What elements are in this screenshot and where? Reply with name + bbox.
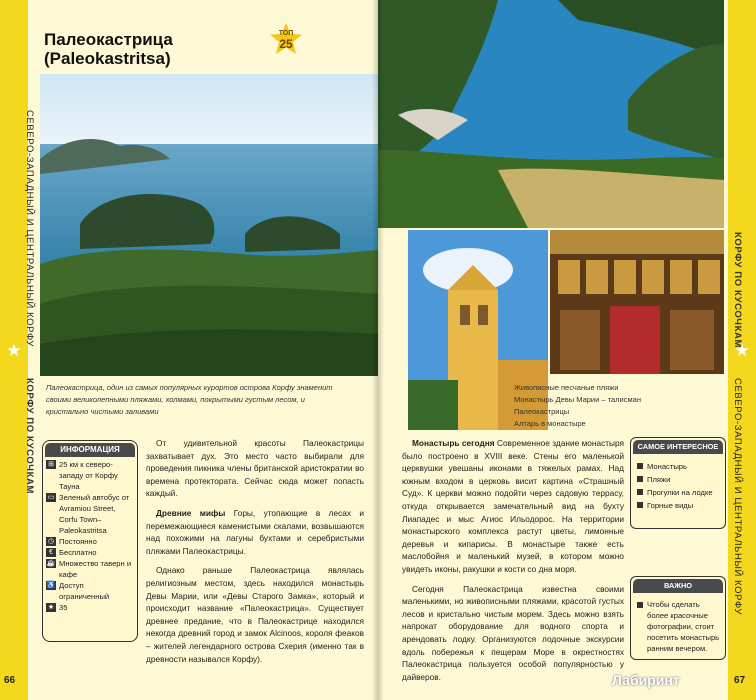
right-side-header-bottom: СЕВЕРО-ЗАПАДНЫЙ И ЦЕНТРАЛЬНЫЙ КОРФУ: [732, 378, 743, 615]
left-paragraph: От удивительной красоты Палеокастрицы захватывает дух. Это место часто выбирали для проведения пикника члены британской аристократии во времена протектората. Сейчас сюда может попасть каждый.: [146, 438, 364, 499]
map-icon: ⊞: [46, 460, 56, 469]
caption-line: Монастырь Девы Марии – талисман Палеокастрицы: [514, 395, 641, 416]
top-badge-number: 25: [279, 37, 293, 51]
info-row: [43, 558, 137, 580]
info-row: [43, 536, 137, 547]
right-photo-captions: [514, 382, 674, 430]
photo-caption: Палеокастрица, один из самых популярных курортов острова Корфу знаменит своими великолепными пляжами, холмами, покрытыми густым лесом, и кристально чистыми заливами: [46, 383, 333, 416]
info-heading: ИНФОРМАЦИЯ: [45, 443, 135, 457]
accessibility-icon: ♿: [46, 582, 56, 589]
important-heading: ВАЖНО: [633, 579, 723, 593]
highlight-text: Прогулки на лодке: [647, 488, 713, 497]
bay-photo: [40, 74, 378, 376]
info-row-text: 35: [59, 603, 68, 612]
title-line1: Палеокастрица: [44, 30, 173, 49]
info-rows: [43, 459, 137, 613]
right-side-header-top: КОРФУ ПО КУСОЧКАМ: [732, 232, 743, 348]
highlight-item: [637, 473, 723, 486]
info-row: [43, 547, 137, 558]
left-paragraph: Древние мифы Горы, утопающие в лесах и перемежающиеся каменистыми скалами, возвышаются над похожими на лагуны бухтами и серебристыми пляжами Палеокастрицы.: [146, 507, 364, 556]
right-page: [378, 0, 756, 700]
bullet-icon: [637, 489, 643, 495]
info-row-text: Множество таверн и кафе: [59, 559, 132, 579]
info-row: [43, 580, 137, 602]
info-row-text: Бесплатно: [59, 548, 97, 557]
right-page-number: 67: [734, 675, 746, 686]
info-box: [42, 440, 138, 642]
top-badge-label: ТОП: [278, 30, 294, 37]
cafe-icon: ☕: [46, 560, 56, 567]
important-text: Чтобы сделать более красочные фотографии, стоит посетить монастырь ранним вечером.: [647, 600, 720, 653]
left-page-number: 66: [4, 675, 16, 686]
important-box: [630, 576, 726, 660]
clock-icon: ◷: [47, 538, 55, 545]
highlights-heading: САМОЕ ИНТЕРЕСНОЕ: [633, 440, 723, 454]
page-title: [44, 30, 173, 68]
highlight-item: [637, 499, 723, 512]
highlight-item: [637, 486, 723, 499]
important-item: [637, 599, 721, 654]
bullet-icon: [637, 476, 643, 482]
highlight-text: Пляжи: [647, 475, 671, 484]
left-star-icon: ★: [6, 341, 22, 360]
bus-icon: ▭: [47, 494, 55, 501]
left-paragraph: Однако раньше Палеокастрица являлась религиозным местом, здесь находился монастырь Девы Марии, или «Девы Старого Замка», который и происходит название «Палеокастрица». Существует древнее предание, что в Палеокастрице находился некогда древний город и замок Alcinoos, короля феаков – жителей легендарного острова Схерия (именно так в древности назывался Корфу).: [146, 565, 364, 664]
highlight-text: Горные виды: [647, 501, 694, 510]
right-paragraph: Сегодня Палеокастрица известна своими маленькими, но живописными пляжами, красотой густых лесов и кристально чистым морем. Здесь можно взять напрокат оборудование для водного спорта и арендовать лодку. Организуются лодочные экскурсии вдоль побережья к пещерам Море в окрестностях Палеокастрица пользуется особой популярностью у дайверов.: [402, 583, 624, 682]
bullet-icon: [637, 502, 643, 508]
info-row-text: Постоянно: [59, 537, 97, 546]
altar-photo: [550, 230, 724, 374]
left-body-text: [146, 437, 364, 672]
highlight-item: [637, 460, 723, 473]
coast-aerial-photo: [378, 0, 724, 228]
info-row: [43, 459, 137, 492]
bullet-icon: [637, 602, 643, 608]
left-side-header-bottom: КОРФУ ПО КУСОЧКАМ: [24, 378, 35, 494]
highlights-box: [630, 437, 726, 529]
info-row: [43, 602, 137, 613]
highlight-text: Монастырь: [647, 462, 687, 471]
title-line2: (Paleokastritsa): [44, 49, 171, 68]
info-row-text: Доступ ограниченный: [59, 581, 110, 601]
rating-icon: ★: [47, 604, 55, 611]
ticket-icon: €: [46, 548, 56, 557]
info-row-text: 25 км к северо-западу от Корфу Тауна: [59, 460, 118, 491]
caption-line: Алтарь в монастыре: [514, 419, 586, 428]
right-body-text: [402, 437, 624, 690]
right-paragraph: Монастырь сегодня Современное здание монастыря было построено в XVIII веке. Стены его маленькой церквушки увешаны иконами в тяжелых рамах. Над южным входом в церковь висит картина «Страшный Суд». К церкви можно подойти через садовую террасу, откуда открывается замечательный вид на бухту Лиападес и мыс Агиос Ильодорос. На территории монастырского комплекса растут цветы, лимонные деревья и кипарисы. В монастыре также есть маслобойня и маленький музей, в котором можно увидеть иконы, ракушки и кости со дна моря.: [402, 438, 625, 574]
top-badge: [268, 22, 304, 56]
info-row-text: Зеленый автобус от Avramiou Street, Corfu Town–Paleokastritsa: [59, 493, 130, 535]
right-star-icon: ★: [734, 341, 750, 360]
highlights-list: [637, 460, 723, 512]
watermark: Лабиринт: [612, 672, 680, 688]
caption-line: Живописные песчаные пляжи: [514, 383, 619, 392]
bullet-icon: [637, 463, 643, 469]
left-side-header-top: СЕВЕРО-ЗАПАДНЫЙ И ЦЕНТРАЛЬНЫЙ КОРФУ: [24, 110, 35, 347]
info-row: [43, 492, 137, 536]
